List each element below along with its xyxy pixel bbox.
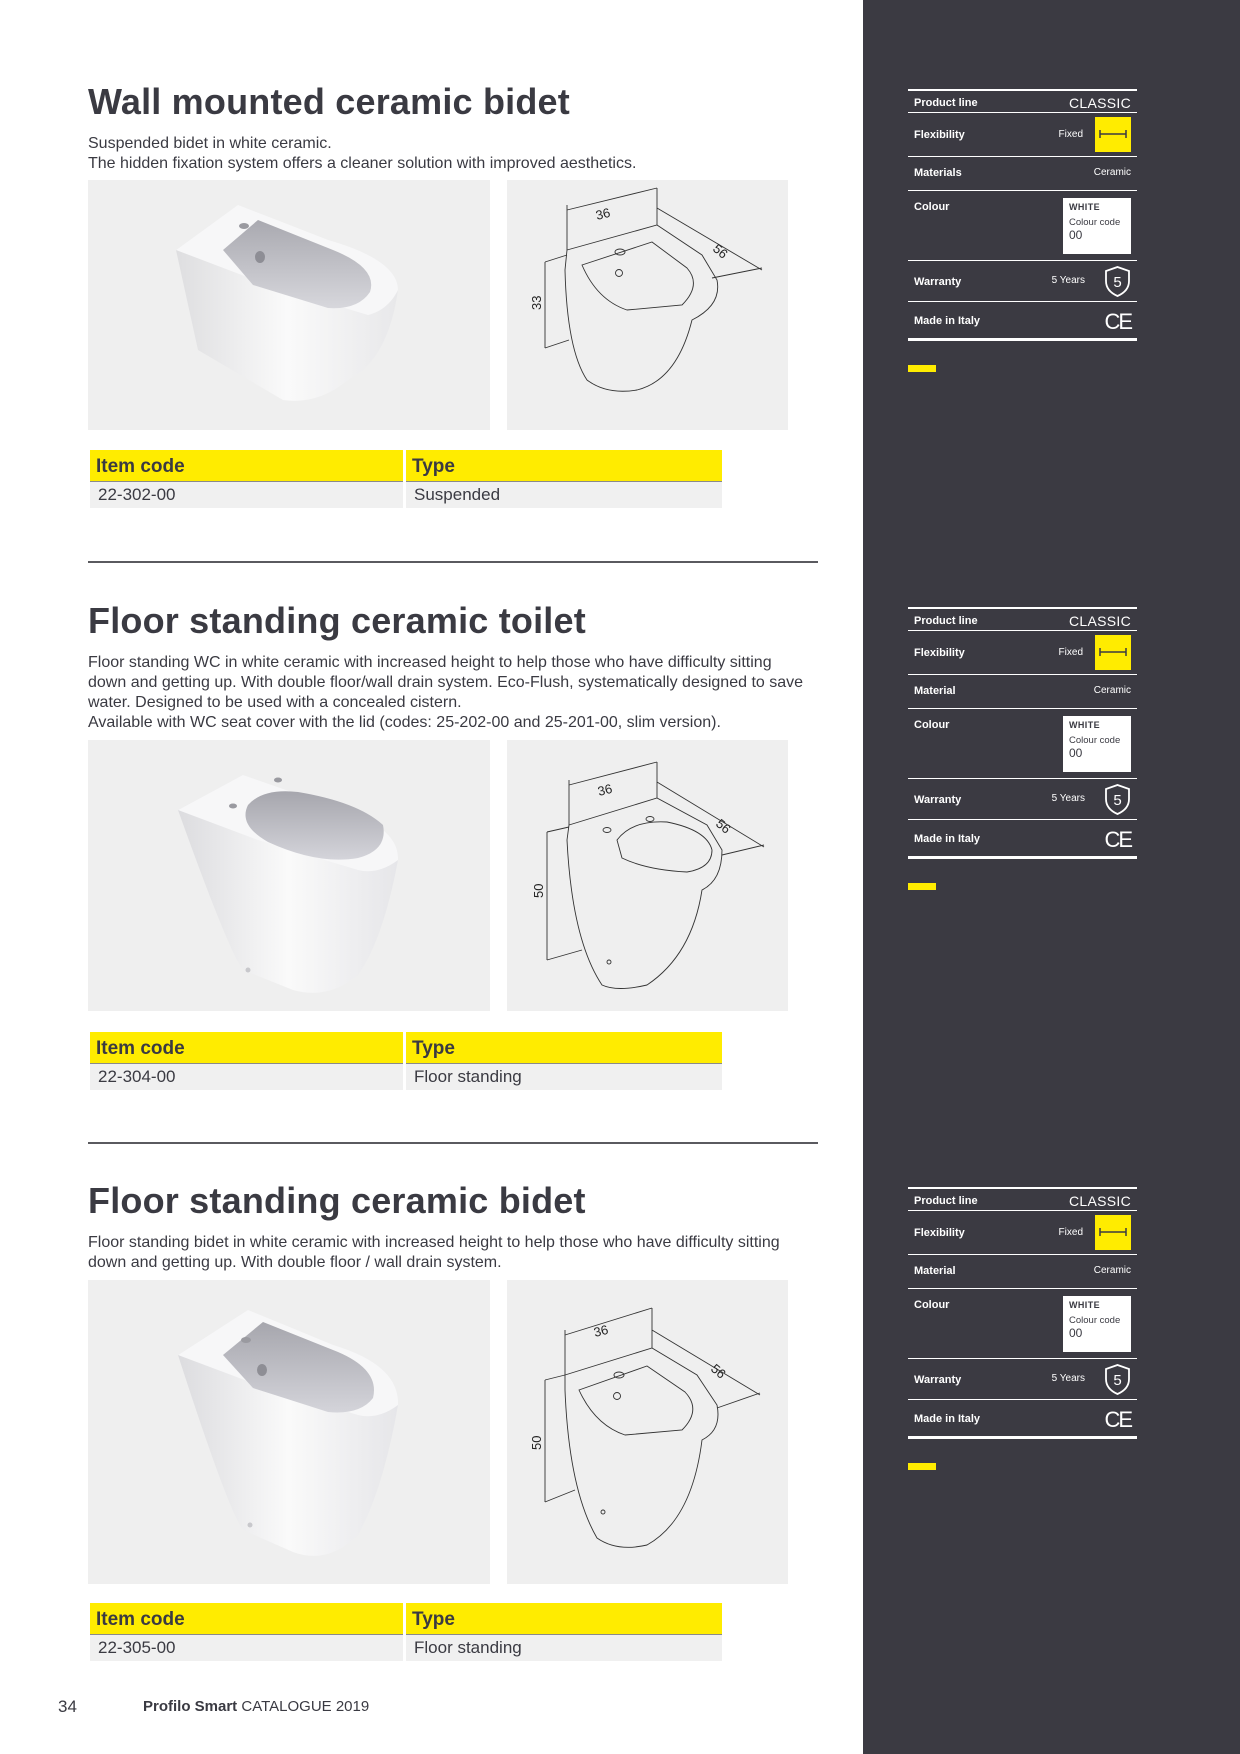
- fixed-icon: [1095, 117, 1131, 152]
- product-photo: [88, 180, 490, 430]
- spec-row-colour: Colour WHITE Colour code 00: [908, 191, 1137, 261]
- dim-height-label: 33: [529, 295, 544, 310]
- svg-text:5: 5: [1113, 1372, 1122, 1389]
- product-section-floor-toilet: [88, 600, 818, 733]
- dim-depth-label: 56: [708, 1360, 729, 1382]
- ce-mark-icon: CE: [1104, 1407, 1131, 1432]
- dim-height-label: 50: [529, 1435, 544, 1450]
- spec-row-colour: Colour WHITE Colour code 00: [908, 1289, 1137, 1359]
- spec-row-warranty: Warranty 5 Years 5: [908, 1359, 1137, 1400]
- spec-row-made-in-italy: Made in Italy CE: [908, 1400, 1137, 1439]
- bidet-photo-illustration: [88, 1280, 490, 1584]
- item-code-cell: 22-305-00: [90, 1635, 403, 1661]
- svg-text:5: 5: [1113, 792, 1122, 809]
- type-cell: Suspended: [406, 482, 722, 508]
- spec-row-product-line: Product line CLASSIC: [908, 1187, 1137, 1211]
- header-type: Type: [406, 1032, 722, 1064]
- bidet-dimension-drawing: [507, 180, 788, 430]
- item-code-cell: 22-302-00: [90, 482, 403, 508]
- warranty-shield-icon: [1104, 266, 1131, 297]
- product-description: Floor standing bidet in white ceramic with increased height to help those who have difficulty sitting down and getting up. With double floor / wall drain system.: [88, 1234, 780, 1271]
- dim-width-label: 36: [594, 204, 612, 223]
- table-row: [90, 1635, 722, 1661]
- product-section-floor-bidet: [88, 1180, 818, 1273]
- table-row: [90, 482, 722, 508]
- product-section-wall-bidet: [88, 81, 818, 174]
- spec-row-materials: Material Ceramic: [908, 1255, 1137, 1289]
- page-number: 34: [58, 1697, 77, 1716]
- dim-depth-label: 56: [710, 240, 731, 262]
- toilet-photo-illustration: [88, 740, 490, 1011]
- product-title: Floor standing ceramic toilet: [88, 600, 586, 641]
- bidet-photo-illustration: [88, 180, 490, 430]
- technical-drawing: [507, 1280, 788, 1584]
- section-divider: [88, 561, 818, 563]
- product-title: Floor standing ceramic bidet: [88, 1180, 586, 1221]
- fixed-icon: [1095, 1215, 1131, 1250]
- dim-depth-label: 56: [713, 815, 734, 837]
- type-cell: Floor standing: [406, 1635, 722, 1661]
- product-description: Floor standing WC in white ceramic with increased height to help those who have difficulty sitting down and getting up. With double floor/wall drain system. Eco-Flush, systematically designed to save water. Designed to be used with a concealed cistern. Available with WC seat cover with the lid (codes: 25-202-00 and 25-201-00, slim version).: [88, 654, 804, 731]
- svg-text:5: 5: [1113, 274, 1122, 291]
- spec-panel: [908, 89, 1137, 341]
- section-divider: [88, 1142, 818, 1144]
- yellow-marker: [908, 883, 936, 890]
- header-type: Type: [406, 1603, 722, 1635]
- item-code-cell: 22-304-00: [90, 1064, 403, 1090]
- spec-row-made-in-italy: Made in Italy CE: [908, 302, 1137, 341]
- item-table: [90, 450, 722, 508]
- colour-swatch-card: WHITE Colour code 00: [1063, 1296, 1131, 1352]
- technical-drawing: [507, 180, 788, 430]
- header-item-code: Item code: [90, 1603, 403, 1635]
- fixed-icon: [1095, 635, 1131, 670]
- yellow-marker: [908, 365, 936, 372]
- table-row: [90, 1064, 722, 1090]
- dim-width-label: 36: [592, 1321, 610, 1340]
- footer-catalogue: CATALOGUE 2019: [241, 1698, 370, 1715]
- spec-row-product-line: Product line CLASSIC: [908, 89, 1137, 113]
- ce-mark-icon: CE: [1104, 827, 1131, 852]
- spec-row-flexibility: Flexibility Fixed: [908, 631, 1137, 675]
- footer-catalogue-title: [143, 1698, 369, 1715]
- dim-width-label: 36: [596, 780, 614, 799]
- type-cell: Floor standing: [406, 1064, 722, 1090]
- product-photo: [88, 740, 490, 1011]
- spec-row-materials: Material Ceramic: [908, 675, 1137, 709]
- spec-row-product-line: Product line CLASSIC: [908, 607, 1137, 631]
- warranty-shield-icon: [1104, 1364, 1131, 1395]
- spec-panel: [908, 607, 1137, 859]
- technical-drawing: [507, 740, 788, 1011]
- spec-panel: [908, 1187, 1137, 1439]
- spec-row-materials: Materials Ceramic: [908, 157, 1137, 191]
- header-item-code: Item code: [90, 1032, 403, 1064]
- spec-row-warranty: Warranty 5 Years 5: [908, 261, 1137, 302]
- colour-swatch-card: WHITE Colour code 00: [1063, 198, 1131, 254]
- product-title: Wall mounted ceramic bidet: [88, 81, 570, 122]
- footer-brand: Profilo Smart: [143, 1698, 238, 1715]
- colour-swatch-card: WHITE Colour code 00: [1063, 716, 1131, 772]
- item-table: [90, 1603, 722, 1661]
- warranty-shield-icon: [1104, 784, 1131, 815]
- yellow-marker: [908, 1463, 936, 1470]
- spec-row-made-in-italy: Made in Italy CE: [908, 820, 1137, 859]
- header-type: Type: [406, 450, 722, 482]
- toilet-dimension-drawing: [507, 740, 788, 1011]
- spec-row-flexibility: Flexibility Fixed: [908, 1211, 1137, 1255]
- spec-row-colour: Colour WHITE Colour code 00: [908, 709, 1137, 779]
- bidet-dimension-drawing: [507, 1280, 790, 1584]
- ce-mark-icon: CE: [1104, 309, 1131, 334]
- spec-row-flexibility: Flexibility Fixed: [908, 113, 1137, 157]
- product-description: Suspended bidet in white ceramic. The hidden fixation system offers a cleaner solution with improved aesthetics.: [88, 135, 637, 172]
- dim-height-label: 50: [531, 883, 546, 898]
- header-item-code: Item code: [90, 450, 403, 482]
- item-table: [90, 1032, 722, 1090]
- product-photo: [88, 1280, 490, 1584]
- spec-row-warranty: Warranty 5 Years 5: [908, 779, 1137, 820]
